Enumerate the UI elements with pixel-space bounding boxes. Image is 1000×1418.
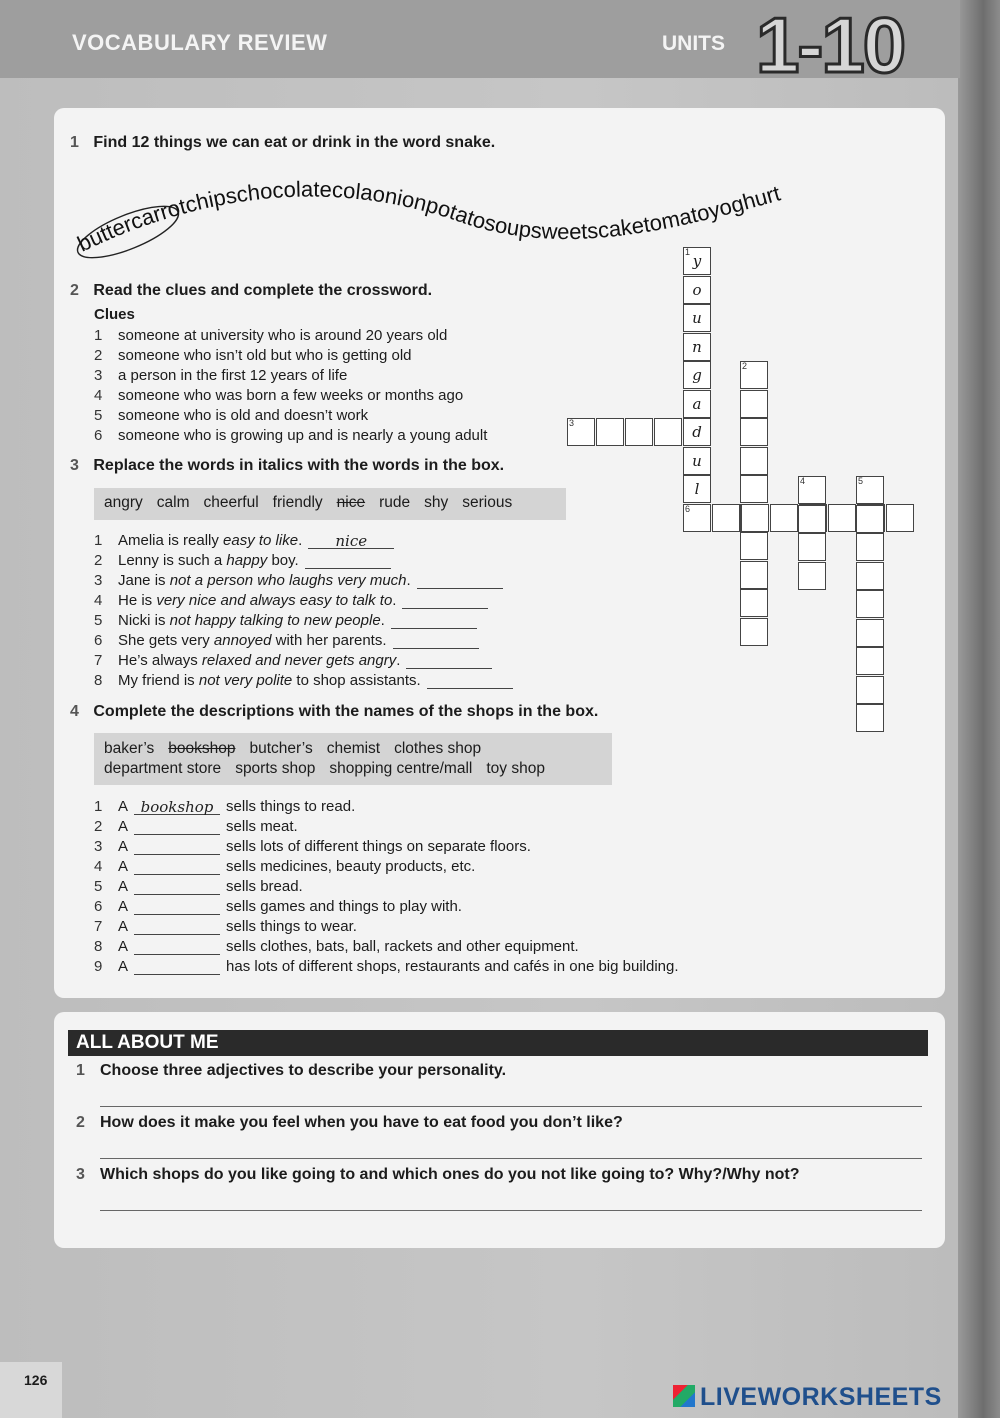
answer-blank[interactable] <box>391 612 477 629</box>
answer-blank[interactable] <box>134 838 220 855</box>
item-text: sells things to wear. <box>226 918 357 935</box>
shop-word-row-1 <box>104 739 602 759</box>
answer-blank[interactable] <box>417 572 503 589</box>
question-number: 3 <box>76 1166 85 1183</box>
answer-blank[interactable] <box>305 552 391 569</box>
crossword-cell[interactable] <box>740 390 768 418</box>
question-text: Choose three adjectives to describe your personality. <box>100 1062 507 1079</box>
shop-item <box>94 838 531 855</box>
about-question <box>76 1114 623 1132</box>
answer-blank[interactable] <box>134 898 220 915</box>
all-about-me-title: ALL ABOUT ME <box>76 1032 219 1053</box>
about-question <box>76 1062 506 1080</box>
item-text: Lenny is such a <box>118 552 227 569</box>
shop-item <box>94 958 679 975</box>
answer-blank[interactable] <box>134 938 220 955</box>
replace-item <box>94 672 513 689</box>
book-spine <box>958 0 1000 1418</box>
clue-number: 4 <box>94 387 103 404</box>
clue-text: a person in the first 12 years of life <box>118 367 348 384</box>
crossword-cell[interactable] <box>741 504 769 532</box>
item-number: 2 <box>94 818 103 835</box>
article: A <box>118 798 129 815</box>
crossword-cell[interactable] <box>798 533 826 561</box>
item-text: to shop assistants. <box>292 672 421 689</box>
brand-name: LIVEWORKSHEETS <box>700 1383 942 1411</box>
crossword-letter: a <box>692 394 702 413</box>
shop-word: clothes shop <box>394 740 482 757</box>
clue-item <box>94 387 463 404</box>
answer-blank[interactable] <box>134 818 220 835</box>
question-number: 1 <box>76 1062 85 1079</box>
item-text: boy. <box>267 552 299 569</box>
article: A <box>118 878 129 895</box>
item-number: 6 <box>94 898 103 915</box>
clue-text: someone who was born a few weeks or months ago <box>118 387 464 404</box>
item-text: sells clothes, bats, ball, rackets and other equipment. <box>226 938 579 955</box>
clue-item <box>94 427 487 444</box>
ex1-heading: 1 Find 12 things we can eat or drink in the word snake. <box>70 134 496 151</box>
shop-word: department store <box>104 760 222 777</box>
item-number: 8 <box>94 672 103 689</box>
crossword-cell[interactable] <box>683 247 711 275</box>
answer-blank[interactable] <box>134 958 220 975</box>
italic-phrase: happy <box>226 552 268 569</box>
ex3-heading: 3 Replace the words in italics with the words in the box. <box>70 457 505 474</box>
answer-blank[interactable] <box>393 632 479 649</box>
crossword-cell[interactable] <box>798 505 826 533</box>
ex4-title: Complete the descriptions with the names of the shops in the box. <box>93 703 599 720</box>
clue-number: 1 <box>94 327 103 344</box>
italic-phrase: easy to like <box>223 532 299 549</box>
item-text: sells lots of different things on separate floors. <box>226 838 531 855</box>
item-text: sells meat. <box>226 818 298 835</box>
clue-number: 6 <box>94 427 103 444</box>
crossword-clue-number: 3 <box>569 418 575 428</box>
section-title: VOCABULARY REVIEW <box>72 30 328 55</box>
ex1-title: Find 12 things we can eat or drink in the word snake. <box>93 134 496 151</box>
crossword-clue-number: 4 <box>800 476 806 486</box>
replace-item <box>94 612 477 629</box>
answer-text: nice <box>335 532 368 550</box>
shop-word: sports shop <box>235 760 316 777</box>
answer-line[interactable] <box>100 1210 922 1211</box>
crossword-letter: d <box>692 423 702 441</box>
shop-word-row-2 <box>104 759 602 779</box>
item-text: . <box>380 612 385 629</box>
clue-item <box>94 347 412 364</box>
item-text: sells games and things to play with. <box>226 898 462 915</box>
article: A <box>118 858 129 875</box>
adjective-word-box <box>94 488 566 520</box>
crossword-cell[interactable] <box>828 504 856 532</box>
clue-item <box>94 367 347 384</box>
answer-blank[interactable] <box>134 858 220 875</box>
answer-blank[interactable] <box>427 672 513 689</box>
crossword-letter: g <box>692 366 702 384</box>
crossword-cell[interactable] <box>856 647 884 675</box>
crossword-clue-number: 5 <box>858 476 864 486</box>
crossword-cell[interactable] <box>740 447 768 475</box>
italic-phrase: not very polite <box>198 672 293 689</box>
italic-phrase: relaxed and never gets angry <box>201 652 397 669</box>
crossword-cell[interactable] <box>886 504 914 532</box>
crossword-cell[interactable] <box>683 475 711 503</box>
clue-number: 2 <box>94 347 103 364</box>
article: A <box>118 818 129 835</box>
adjective-word: calm <box>156 494 190 511</box>
shop-item <box>94 798 355 815</box>
crossword-letter: u <box>692 309 702 327</box>
answer-blank[interactable] <box>406 652 492 669</box>
crossword-cell[interactable] <box>683 276 711 304</box>
ex2-heading: 2 Read the clues and complete the crossword. <box>70 282 433 299</box>
answer-blank[interactable] <box>402 592 488 609</box>
shop-item <box>94 898 462 915</box>
clue-item <box>94 327 447 344</box>
item-text: My friend is <box>118 672 199 689</box>
crossword-cell[interactable] <box>798 562 826 590</box>
crossword-cell[interactable] <box>856 476 884 504</box>
question-number: 2 <box>76 1114 85 1131</box>
svg-text:buttercarrotchipschocolatecola <box>73 177 782 257</box>
item-number: 4 <box>94 592 103 609</box>
italic-phrase: not happy talking to new people <box>169 612 381 629</box>
word-snake <box>60 160 860 270</box>
article: A <box>118 958 129 975</box>
item-text: sells bread. <box>226 878 303 895</box>
item-text: with her parents. <box>271 632 387 649</box>
crossword-cell[interactable] <box>856 533 884 561</box>
shop-item <box>94 918 357 935</box>
crossword-letter: n <box>692 337 702 356</box>
item-number: 9 <box>94 958 103 975</box>
replace-item <box>94 552 391 569</box>
shop-item <box>94 858 475 875</box>
item-text: He is <box>118 592 157 609</box>
item-text: Amelia is really <box>118 532 224 549</box>
units-range: 1-10 <box>756 1 905 89</box>
about-question <box>76 1166 800 1184</box>
item-number: 4 <box>94 858 103 875</box>
crossword-cell[interactable] <box>740 618 768 646</box>
crossword-cell[interactable] <box>798 476 826 504</box>
article: A <box>118 898 129 915</box>
clue-text: someone who is old and doesn’t work <box>118 407 369 424</box>
item-number: 2 <box>94 552 103 569</box>
shop-word: bookshop <box>168 740 236 757</box>
ex3-title: Replace the words in italics with the words in the box. <box>93 457 505 474</box>
crossword-cell[interactable] <box>740 561 768 589</box>
shop-item <box>94 878 303 895</box>
ex4-heading: 4 Complete the descriptions with the names of the shops in the box. <box>70 703 599 720</box>
page-number-box <box>0 1362 62 1418</box>
adjective-word: friendly <box>272 494 323 511</box>
clue-number: 5 <box>94 407 103 424</box>
article: A <box>118 838 129 855</box>
article: A <box>118 918 129 935</box>
italic-phrase: very nice and always easy to talk to <box>156 592 393 609</box>
crossword-cell[interactable] <box>567 418 595 446</box>
answer-line[interactable] <box>100 1106 922 1107</box>
item-text: sells medicines, beauty products, etc. <box>226 858 476 875</box>
answer-text: bookshop <box>140 798 214 816</box>
crossword-cell[interactable] <box>740 418 768 446</box>
question-text: How does it make you feel when you have to eat food you don’t like? <box>100 1114 623 1131</box>
crossword-cell[interactable] <box>596 418 624 446</box>
clue-text: someone who is growing up and is nearly a young adult <box>118 427 488 444</box>
crossword-clue-number: 1 <box>685 247 691 257</box>
replace-item <box>94 572 503 589</box>
crossword-cell[interactable] <box>740 475 768 503</box>
item-number: 1 <box>94 798 103 815</box>
item-text: sells things to read. <box>226 798 356 815</box>
crossword-cell[interactable] <box>625 418 653 446</box>
item-text: . <box>406 572 411 589</box>
crossword-cell[interactable] <box>856 562 884 590</box>
replace-item <box>94 592 488 609</box>
crossword-cell[interactable] <box>770 504 798 532</box>
answer-blank[interactable] <box>134 798 220 815</box>
crossword-cell[interactable] <box>654 418 682 446</box>
item-number: 3 <box>94 572 103 589</box>
crossword-cell[interactable] <box>740 532 768 560</box>
item-text: . <box>396 652 401 669</box>
crossword-cell[interactable] <box>856 704 884 732</box>
shop-item <box>94 938 579 955</box>
adjective-word: shy <box>424 494 449 511</box>
clue-item <box>94 407 368 424</box>
item-number: 7 <box>94 652 103 669</box>
crossword-cell[interactable] <box>856 676 884 704</box>
replace-item <box>94 632 479 649</box>
item-text: Nicki is <box>118 612 170 629</box>
crossword-cell[interactable] <box>683 504 711 532</box>
answer-line[interactable] <box>100 1158 922 1159</box>
adjective-word: rude <box>379 494 411 511</box>
word-snake-text: buttercarrotchipschocolatecolaonionpotatosoupsweetscaketomatoyoghurt <box>73 176 783 257</box>
clue-text: someone who isn’t old but who is getting old <box>118 347 412 364</box>
shop-word: butcher’s <box>249 740 313 757</box>
shop-word-box <box>94 733 612 785</box>
item-text: . <box>392 592 397 609</box>
crossword-clue-number: 6 <box>685 504 691 514</box>
italic-phrase: annoyed <box>213 632 272 649</box>
item-number: 7 <box>94 918 103 935</box>
clue-text: someone at university who is around 20 years old <box>118 327 448 344</box>
item-text: has lots of different shops, restaurants and cafés in one big building. <box>226 958 679 975</box>
crossword-cell[interactable] <box>856 590 884 618</box>
crossword-letter: o <box>692 280 702 299</box>
crossword-cell[interactable] <box>683 361 711 389</box>
adjective-word: nice <box>336 494 366 511</box>
crossword-cell[interactable] <box>683 390 711 418</box>
crossword-cell[interactable] <box>856 505 884 533</box>
shop-item <box>94 818 298 835</box>
crossword-letter: l <box>694 480 700 498</box>
crossword-cell[interactable] <box>740 589 768 617</box>
shop-word: toy shop <box>486 760 545 777</box>
shop-word: chemist <box>326 740 381 757</box>
crossword-cell[interactable] <box>683 418 711 446</box>
replace-item <box>94 532 394 549</box>
article: A <box>118 938 129 955</box>
ex2-title: Read the clues and complete the crossword. <box>93 282 433 299</box>
crossword-cell[interactable] <box>740 361 768 389</box>
crossword-letter: y <box>692 252 702 270</box>
brand-logo-icon <box>673 1385 695 1407</box>
item-number: 5 <box>94 878 103 895</box>
item-text: . <box>298 532 303 549</box>
crossword-cell[interactable] <box>712 504 740 532</box>
answer-blank[interactable] <box>308 532 394 549</box>
adjective-word: serious <box>462 494 513 511</box>
adjective-word: cheerful <box>203 494 259 511</box>
question-text: Which shops do you like going to and which ones do you not like going to? Why?/Why not? <box>100 1166 800 1183</box>
shop-word: baker’s <box>104 740 155 757</box>
crossword-cell[interactable] <box>683 304 711 332</box>
answer-blank[interactable] <box>134 878 220 895</box>
crossword-cell[interactable] <box>683 447 711 475</box>
item-number: 6 <box>94 632 103 649</box>
item-number: 5 <box>94 612 103 629</box>
item-text: He’s always <box>118 652 202 669</box>
page-number: 126 <box>24 1372 48 1388</box>
clues-label: Clues <box>94 306 135 323</box>
crossword-letter: u <box>692 451 702 470</box>
item-number: 3 <box>94 838 103 855</box>
item-number: 1 <box>94 532 103 549</box>
item-number: 8 <box>94 938 103 955</box>
replace-item <box>94 652 492 669</box>
crossword-cell[interactable] <box>856 619 884 647</box>
shop-word: shopping centre/mall <box>329 760 473 777</box>
clue-number: 3 <box>94 367 103 384</box>
adjective-word: angry <box>104 494 143 511</box>
answer-blank[interactable] <box>134 918 220 935</box>
item-text: Jane is <box>118 572 170 589</box>
units-label: UNITS <box>662 32 725 55</box>
crossword-cell[interactable] <box>683 333 711 361</box>
italic-phrase: not a person who laughs very much <box>169 572 407 589</box>
crossword-clue-number: 2 <box>742 361 748 371</box>
item-text: She gets very <box>118 632 214 649</box>
